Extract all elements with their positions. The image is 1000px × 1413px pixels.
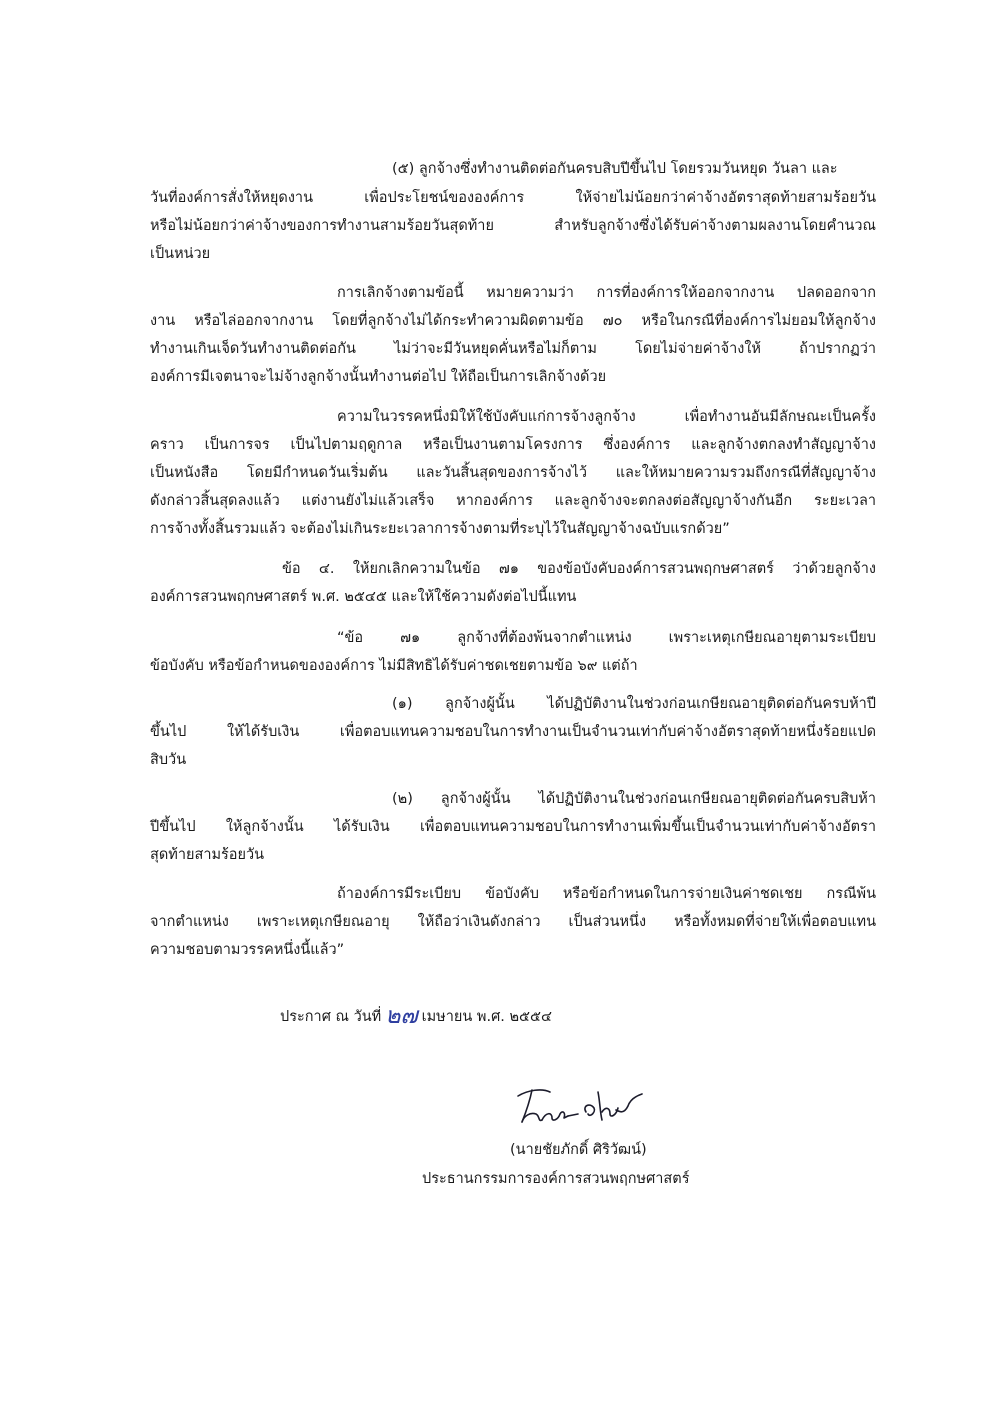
- item-2-line-3: สุดท้ายสามร้อยวัน: [150, 847, 265, 863]
- clause-71-line-2: ข้อบังคับ หรือข้อกำหนดขององค์การ ไม่มีสิทธิได้รับค่าชดเชยตามข้อ ๖๙ แต่ถ้า: [150, 658, 638, 674]
- clause-4-line-1: ข้อ ๔. ให้ยกเลิกความในข้อ ๗๑ ของข้อบังคับองค์การสวนพฤกษศาสตร์ ว่าด้วยลูกจ้าง: [282, 561, 876, 577]
- clause-71-line-1: “ข้อ ๗๑ ลูกจ้างที่ต้องพ้นจากตำแหน่ง เพราะเหตุเกษียณอายุตามระเบียบ: [337, 630, 876, 646]
- exception-line-1: ความในวรรคหนึ่งมิให้ใช้บังคับแก่การจ้างลูกจ้าง เพื่อทำงานอันมีลักษณะเป็นครั้ง: [337, 409, 876, 425]
- termination-line-1: การเลิกจ้างตามข้อนี้ หมายความว่า การที่องค์การให้ออกจากงาน ปลดออกจาก: [337, 285, 876, 301]
- termination-line-4: องค์การมีเจตนาจะไม่จ้างลูกจ้างนั้นทำงานต่อไป ให้ถือเป็นการเลิกจ้างด้วย: [150, 369, 607, 385]
- rules-line-1: ถ้าองค์การมีระเบียบ ข้อบังคับ หรือข้อกำหนดในการจ่ายเงินค่าชดเชย กรณีพ้น: [337, 886, 876, 902]
- signature-image: [512, 1082, 652, 1126]
- paragraph-5-line-1: (๕) ลูกจ้างซึ่งทำงานติดต่อกันครบสิบปีขึ้นไป โดยรวมวันหยุด วันลา และ: [392, 161, 838, 177]
- exception-line-3: เป็นหนังสือ โดยมีกำหนดวันเริ่มต้น และวันสิ้นสุดของการจ้างไว้ และให้หมายความรวมถึงกรณีที่สัญญาจ้าง: [150, 465, 876, 481]
- paragraph-5-line-2: วันที่องค์การสั่งให้หยุดงาน เพื่อประโยชน์ขององค์การ ให้จ่ายไม่น้อยกว่าค่าจ้างอัตราสุดท้ายสามร้อยวัน: [150, 190, 876, 206]
- signer-title: ประธานกรรมการองค์การสวนพฤกษศาสตร์: [422, 1171, 690, 1187]
- rules-line-2: จากตำแหน่ง เพราะเหตุเกษียณอายุ ให้ถือว่าเงินดังกล่าว เป็นส่วนหนึ่ง หรือทั้งหมดที่จ่ายให้เพื่อตอบแทน: [150, 914, 876, 930]
- item-1-line-1: (๑) ลูกจ้างผู้นั้น ได้ปฏิบัติงานในช่วงก่อนเกษียณอายุติดต่อกันครบห้าปี: [392, 696, 876, 712]
- termination-line-2: งาน หรือไล่ออกจากงาน โดยที่ลูกจ้างไม่ได้กระทำความผิดตามข้อ ๗๐ หรือในกรณีที่องค์การไม่ยอมให้ลูกจ้าง: [150, 313, 876, 329]
- exception-line-2: คราว เป็นการจร เป็นไปตามฤดูกาล หรือเป็นงานตามโครงการ ซึ่งองค์การ และลูกจ้างตกลงทำสัญญาจ้าง: [150, 437, 876, 453]
- exception-line-4: ดังกล่าวสิ้นสุดลงแล้ว แต่งานยังไม่แล้วเสร็จ หากองค์การ และลูกจ้างจะตกลงต่อสัญญาจ้างกันอีก ระยะเวลา: [150, 493, 876, 509]
- signer-name: (นายชัยภักดิ์ ศิริวัฒน์): [510, 1142, 647, 1158]
- announcement-date: [280, 1000, 552, 1032]
- termination-line-3: ทำงานเกินเจ็ดวันทำงานติดต่อกัน ไม่ว่าจะมีวันหยุดคั่นหรือไม่ก็ตาม โดยไม่จ่ายค่าจ้างให้ ถ้าปรากฏว่า: [150, 341, 876, 357]
- item-1-line-3: สิบวัน: [150, 752, 187, 768]
- item-2-line-2: ปีขึ้นไป ให้ลูกจ้างนั้น ได้รับเงิน เพื่อตอบแทนความชอบในการทำงานเพิ่มขึ้นเป็นจำนวนเท่ากับค่าจ้างอัตรา: [150, 819, 876, 835]
- announcement-prefix: ประกาศ ณ วันที่: [280, 1009, 382, 1025]
- paragraph-5-line-3: หรือไม่น้อยกว่าค่าจ้างของการทำงานสามร้อยวันสุดท้าย สำหรับลูกจ้างซึ่งได้รับค่าจ้างตามผลงานโดยคำนวณ: [150, 218, 876, 234]
- clause-4-line-2: องค์การสวนพฤกษศาสตร์ พ.ศ. ๒๕๔๕ และให้ใช้ความดังต่อไปนี้แทน: [150, 589, 577, 605]
- announcement-suffix: เมษายน พ.ศ. ๒๕๕๔: [421, 1009, 552, 1025]
- paragraph-5-line-4: เป็นหน่วย: [150, 246, 211, 262]
- item-1-line-2: ขึ้นไป ให้ได้รับเงิน เพื่อตอบแทนความชอบในการทำงานเป็นจำนวนเท่ากับค่าจ้างอัตราสุดท้ายหนึ่งร้อยแปด: [150, 724, 876, 740]
- item-2-line-1: (๒) ลูกจ้างผู้นั้น ได้ปฏิบัติงานในช่วงก่อนเกษียณอายุติดต่อกันครบสิบห้า: [392, 791, 876, 807]
- rules-line-3: ความชอบตามวรรคหนึ่งนี้แล้ว”: [150, 942, 345, 958]
- announcement-day-handwritten: ๒๗: [385, 1003, 418, 1029]
- exception-line-5: การจ้างทั้งสิ้นรวมแล้ว จะต้องไม่เกินระยะเวลาการจ้างตามที่ระบุไว้ในสัญญาจ้างฉบับแรกด้วย”: [150, 521, 730, 537]
